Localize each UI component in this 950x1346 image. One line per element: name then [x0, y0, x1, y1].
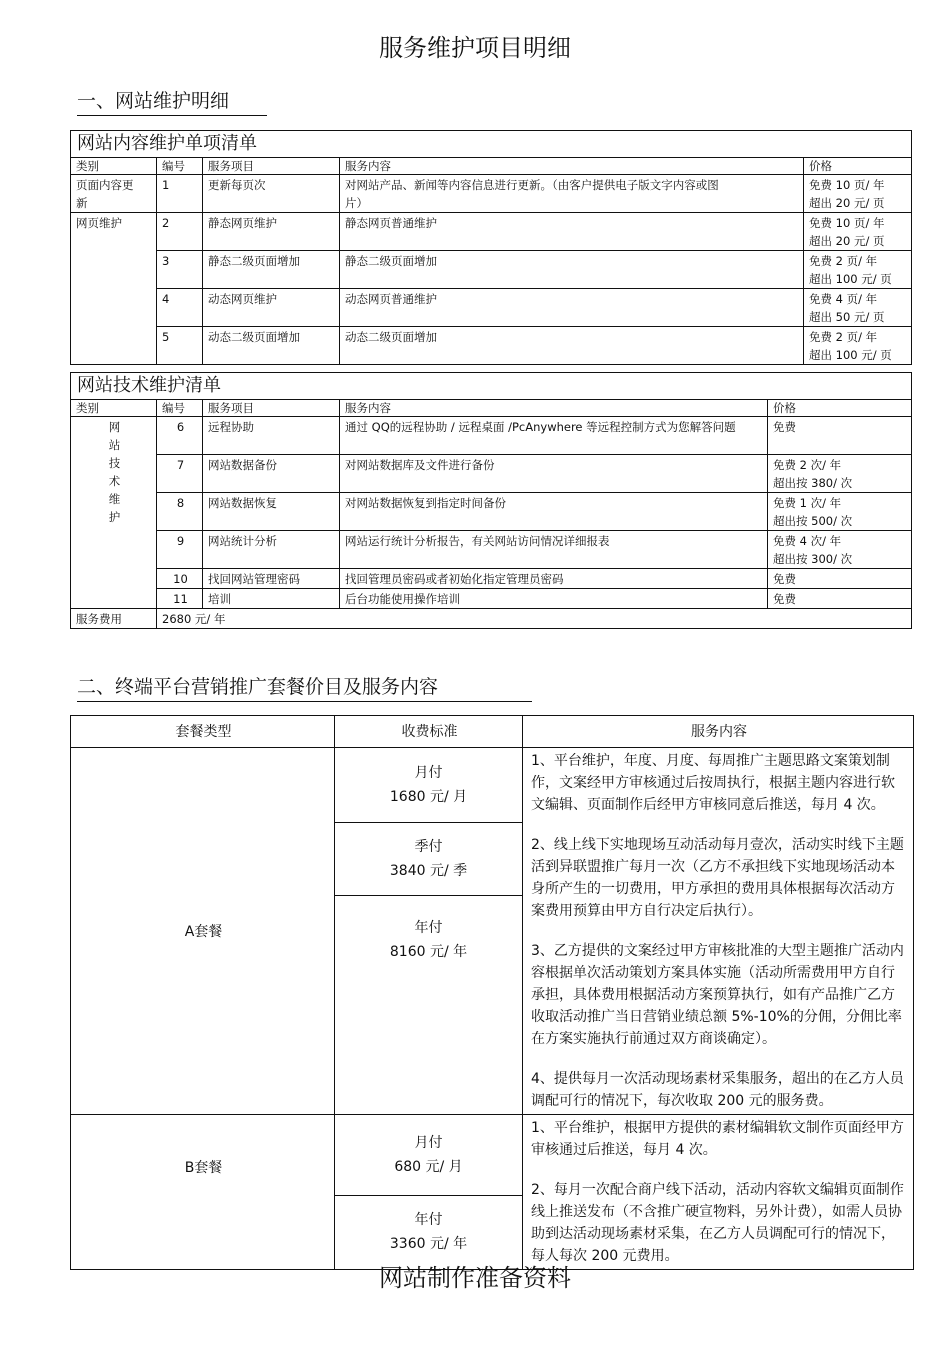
- price-amount: 680 元/ 月: [394, 1159, 463, 1175]
- table1-title: 网站内容维护单项清单: [71, 131, 912, 158]
- package-row-a: [71, 748, 914, 1115]
- table-row: [71, 327, 912, 365]
- table-row: [71, 251, 912, 289]
- item-cell: 网站统计分析: [203, 531, 340, 569]
- service-list: [523, 748, 914, 1115]
- price-amount: 3840 元/ 季: [389, 863, 468, 879]
- price-extra: 超出 20 元/ 页: [809, 196, 885, 210]
- content-cell: 动态网页普通维护: [340, 289, 804, 327]
- number-cell: 2: [157, 213, 203, 251]
- header-number: 编号: [157, 400, 203, 417]
- price-options: [335, 748, 523, 1115]
- price-extra: 超出按 300/ 次: [773, 552, 853, 566]
- content-cell: 网站运行统计分析报告，有关网站访问情况详细报表: [340, 531, 768, 569]
- package-row-b: [71, 1115, 914, 1270]
- service-item: 3、乙方提供的文案经过甲方审核批准的大型主题推广活动内容根据单次活动策划方案具体实施（活动所需费用甲方自行承担，具体费用根据活动方案预算执行，如有产品推广乙方收取活动推广当日营销业绩总额 5%-10%的分佣，分佣比率在方案实施执行前通过双方商谈确定）。: [531, 943, 904, 1047]
- section-1-title: 一、网站维护明细: [77, 86, 267, 116]
- price-option: [335, 1196, 522, 1267]
- item-cell: 静态网页维护: [203, 213, 340, 251]
- number-cell: 10: [157, 569, 203, 589]
- price-extra: 超出按 500/ 次: [773, 514, 853, 528]
- header-fee-standard: 收费标准: [335, 716, 523, 748]
- price-cell: [768, 455, 912, 493]
- item-cell: 更新每页次: [203, 175, 340, 213]
- content-cell: 静态网页普通维护: [340, 213, 804, 251]
- price-extra: 超出 50 元/ 页: [809, 310, 885, 324]
- price-free: 免费 1 次/ 年: [773, 496, 842, 510]
- number-cell: 6: [157, 417, 203, 455]
- table-row: [71, 455, 912, 493]
- price-free: 免费 2 页/ 年: [809, 254, 878, 268]
- package-pricing-table: [70, 715, 914, 1270]
- price-option: [335, 1115, 522, 1196]
- price-option: [335, 896, 522, 1066]
- category-char: 站: [108, 438, 121, 452]
- price-extra: 超出 20 元/ 页: [809, 234, 885, 248]
- category-char: 维: [108, 492, 121, 506]
- price-cell: [768, 493, 912, 531]
- price-cell: [804, 251, 912, 289]
- item-cell: 远程协助: [203, 417, 340, 455]
- content-cell: 动态二级页面增加: [340, 327, 804, 365]
- content-cell: 找回管理员密码或者初始化指定管理员密码: [340, 569, 768, 589]
- header-service-item: 服务项目: [203, 400, 340, 417]
- header-service-content: 服务内容: [523, 716, 914, 748]
- item-cell: 找回网站管理密码: [203, 569, 340, 589]
- table-row: [71, 569, 912, 589]
- table-row: [71, 531, 912, 569]
- header-category: 类别: [71, 158, 157, 175]
- footer-title: 网站制作准备资料: [379, 1264, 571, 1292]
- number-cell: 4: [157, 289, 203, 327]
- document-title: 服务维护项目明细: [379, 34, 571, 62]
- section-2-title: 二、终端平台营销推广套餐价目及服务内容: [77, 672, 532, 702]
- content-cell: 通过 QQ的远程协助 / 远程桌面 /PcAnywhere 等远程控制方式为您解答问题: [340, 417, 768, 455]
- price-free: 免费: [773, 572, 796, 586]
- price-option: [335, 823, 522, 896]
- item-cell: 动态网页维护: [203, 289, 340, 327]
- number-cell: 3: [157, 251, 203, 289]
- fee-label: 服务费用: [71, 609, 157, 629]
- price-period: 月付: [414, 765, 443, 781]
- technical-maintenance-table: [70, 372, 912, 629]
- price-amount: 8160 元/ 年: [389, 944, 468, 960]
- content-cell: 静态二级页面增加: [340, 251, 804, 289]
- header-price: 价格: [768, 400, 912, 417]
- price-amount: 3360 元/ 年: [389, 1235, 468, 1252]
- price-extra: 超出 100 元/ 页: [809, 348, 892, 362]
- header-package-type: 套餐类型: [71, 716, 335, 748]
- category-cell: [71, 417, 157, 609]
- price-period: 季付: [414, 839, 443, 855]
- header-number: 编号: [157, 158, 203, 175]
- price-cell: [768, 589, 912, 609]
- price-period: 年付: [414, 920, 443, 936]
- item-cell: 网站数据恢复: [203, 493, 340, 531]
- price-period: 年付: [414, 1211, 443, 1228]
- number-cell: 7: [157, 455, 203, 493]
- table-row: [71, 213, 912, 251]
- number-cell: 1: [157, 175, 203, 213]
- price-free: 免费 2 次/ 年: [773, 458, 842, 472]
- category-char: 术: [108, 474, 121, 488]
- price-period: 月付: [414, 1135, 443, 1151]
- service-item: 4、提供每月一次活动现场素材采集服务，超出的在乙方人员调配可行的情况下，每次收取 200 元的服务费。: [531, 1071, 904, 1109]
- fee-value: 2680 元/ 年: [157, 609, 912, 629]
- category-cell: 页面内容更新: [71, 175, 157, 213]
- service-list: [523, 1115, 914, 1270]
- content-cell: 对网站产品、新闻等内容信息进行更新。（由客户提供电子版文字内容或图片）: [340, 175, 804, 213]
- price-free: 免费 4 页/ 年: [809, 292, 878, 306]
- service-item: 1、平台维护，根据甲方提供的素材编辑软文制作页面经甲方审核通过后推送，每月 4 次。: [531, 1120, 904, 1158]
- number-cell: 5: [157, 327, 203, 365]
- number-cell: 8: [157, 493, 203, 531]
- item-cell: 网站数据备份: [203, 455, 340, 493]
- price-cell: [804, 213, 912, 251]
- category-cell: 网页维护: [71, 213, 157, 365]
- price-cell: [804, 327, 912, 365]
- content-cell: 后台功能使用操作培训: [340, 589, 768, 609]
- table-row: [71, 175, 912, 213]
- table-row: [71, 417, 912, 455]
- price-cell: [768, 531, 912, 569]
- table2-title: 网站技术维护清单: [71, 373, 912, 400]
- price-extra: 超出 100 元/ 页: [809, 272, 892, 286]
- price-free: 免费 4 次/ 年: [773, 534, 842, 548]
- price-options: [335, 1115, 523, 1270]
- service-item: 2、线上线下实地现场互动活动每月壹次，活动实时线下主题活到异联盟推广每月一次（乙方不承担线下实地现场活动本身所产生的一切费用，甲方承担的费用具体根据每次活动方案费用预算由甲方自行决定后执行）。: [531, 837, 904, 919]
- price-free: 免费 10 页/ 年: [809, 178, 885, 192]
- package-name: A套餐: [71, 748, 335, 1115]
- item-cell: 培训: [203, 589, 340, 609]
- price-cell: [768, 417, 912, 455]
- number-cell: 9: [157, 531, 203, 569]
- content-maintenance-table: [70, 130, 912, 365]
- price-amount: 1680 元/ 月: [389, 789, 468, 805]
- package-name: B套餐: [71, 1115, 335, 1270]
- content-cell: 对网站数据库及文件进行备份: [340, 455, 768, 493]
- price-cell: [768, 569, 912, 589]
- price-option: [335, 748, 522, 823]
- price-free: 免费 10 页/ 年: [809, 216, 885, 230]
- header-price: 价格: [804, 158, 912, 175]
- price-free: 免费 2 页/ 年: [809, 330, 878, 344]
- price-cell: [804, 289, 912, 327]
- category-char: 技: [108, 456, 121, 470]
- header-service-content: 服务内容: [340, 158, 804, 175]
- price-free: 免费: [773, 592, 796, 606]
- category-char: 网: [108, 420, 121, 434]
- table-row: [71, 589, 912, 609]
- header-service-item: 服务项目: [203, 158, 340, 175]
- item-cell: 动态二级页面增加: [203, 327, 340, 365]
- category-char: 护: [108, 510, 121, 524]
- number-cell: 11: [157, 589, 203, 609]
- service-item: 1、平台维护，年度、月度、每周推广主题思路文案策划制作，文案经甲方审核通过后按周执行，根据主题内容进行软文编辑、页面制作后经甲方审核同意后推送，每月 4 次。: [531, 753, 895, 813]
- price-free: 免费: [773, 420, 796, 434]
- price-extra: 超出按 380/ 次: [773, 476, 853, 490]
- content-cell: 对网站数据恢复到指定时间备份: [340, 493, 768, 531]
- price-cell: [804, 175, 912, 213]
- header-service-content: 服务内容: [340, 400, 768, 417]
- table-row: [71, 289, 912, 327]
- fee-row: [71, 609, 912, 629]
- header-category: 类别: [71, 400, 157, 417]
- item-cell: 静态二级页面增加: [203, 251, 340, 289]
- table-row: [71, 493, 912, 531]
- service-item: 2、每月一次配合商户线下活动，活动内容软文编辑页面制作线上推送发布（不含推广硬宣物料，另外计费），如需人员协助到达活动现场素材采集，在乙方人员调配可行的情况下，每人每次 200 元费用。: [531, 1182, 904, 1264]
